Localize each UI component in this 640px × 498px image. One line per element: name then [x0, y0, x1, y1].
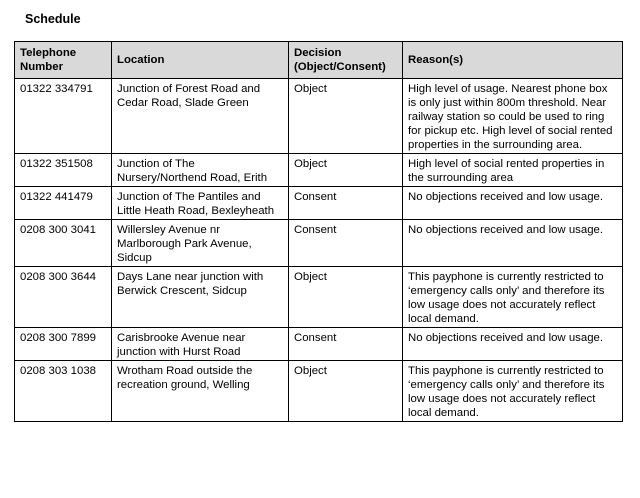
- telephone-number-cell: 0208 300 7899: [15, 328, 112, 361]
- decision-cell: Object: [289, 361, 403, 422]
- location-cell: Days Lane near junction with Berwick Crescent, Sidcup: [112, 267, 289, 328]
- table-row: [15, 361, 623, 422]
- decision-cell: Object: [289, 154, 403, 187]
- table-row: [15, 267, 623, 328]
- header-location: [112, 42, 289, 79]
- table-row: [15, 187, 623, 220]
- decision-cell: Consent: [289, 220, 403, 267]
- table-row: [15, 220, 623, 267]
- header-decision-line2: (Object/Consent): [294, 61, 386, 73]
- decision-cell: Consent: [289, 187, 403, 220]
- table-row: [15, 79, 623, 154]
- header-decision-line1: Decision: [294, 47, 342, 59]
- header-telephone-line2: Number: [20, 61, 64, 73]
- telephone-number-cell: 01322 351508: [15, 154, 112, 187]
- telephone-number-cell: 0208 300 3644: [15, 267, 112, 328]
- reason-cell: No objections received and low usage.: [403, 220, 623, 267]
- header-location-label: Location: [117, 54, 165, 66]
- reason-cell: High level of social rented properties in the surrounding area: [403, 154, 623, 187]
- location-cell: Junction of The Nursery/Northend Road, Erith: [112, 154, 289, 187]
- location-cell: Carisbrooke Avenue near junction with Hurst Road: [112, 328, 289, 361]
- table-row: [15, 154, 623, 187]
- location-cell: Willersley Avenue nr Marlborough Park Avenue, Sidcup: [112, 220, 289, 267]
- decision-cell: Object: [289, 79, 403, 154]
- reason-cell: No objections received and low usage.: [403, 328, 623, 361]
- reason-cell: This payphone is currently restricted to ‘emergency calls only’ and therefore its low usage does not accurately reflect local demand.: [403, 267, 623, 328]
- decision-cell: Consent: [289, 328, 403, 361]
- schedule-heading: Schedule: [25, 12, 81, 26]
- header-decision: [289, 42, 403, 79]
- reason-cell: This payphone is currently restricted to ‘emergency calls only’ and therefore its low usage does not accurately reflect local demand.: [403, 361, 623, 422]
- header-telephone-number: [15, 42, 112, 79]
- location-cell: Wrotham Road outside the recreation ground, Welling: [112, 361, 289, 422]
- table-row: [15, 328, 623, 361]
- telephone-number-cell: 01322 334791: [15, 79, 112, 154]
- table-header-row: [15, 42, 623, 79]
- telephone-number-cell: 0208 303 1038: [15, 361, 112, 422]
- reason-cell: No objections received and low usage.: [403, 187, 623, 220]
- telephone-number-cell: 0208 300 3041: [15, 220, 112, 267]
- location-cell: Junction of The Pantiles and Little Heath Road, Bexleyheath: [112, 187, 289, 220]
- header-reasons: [403, 42, 623, 79]
- telephone-number-cell: 01322 441479: [15, 187, 112, 220]
- header-reasons-label: Reason(s): [408, 54, 464, 66]
- reason-cell: High level of usage. Nearest phone box is only just within 800m threshold. Near railway station so could be used to ring for pickup etc. High level of social rented properties in the surrounding area.: [403, 79, 623, 154]
- schedule-table: [14, 41, 623, 422]
- location-cell: Junction of Forest Road and Cedar Road, Slade Green: [112, 79, 289, 154]
- header-telephone-line1: Telephone: [20, 47, 77, 59]
- decision-cell: Object: [289, 267, 403, 328]
